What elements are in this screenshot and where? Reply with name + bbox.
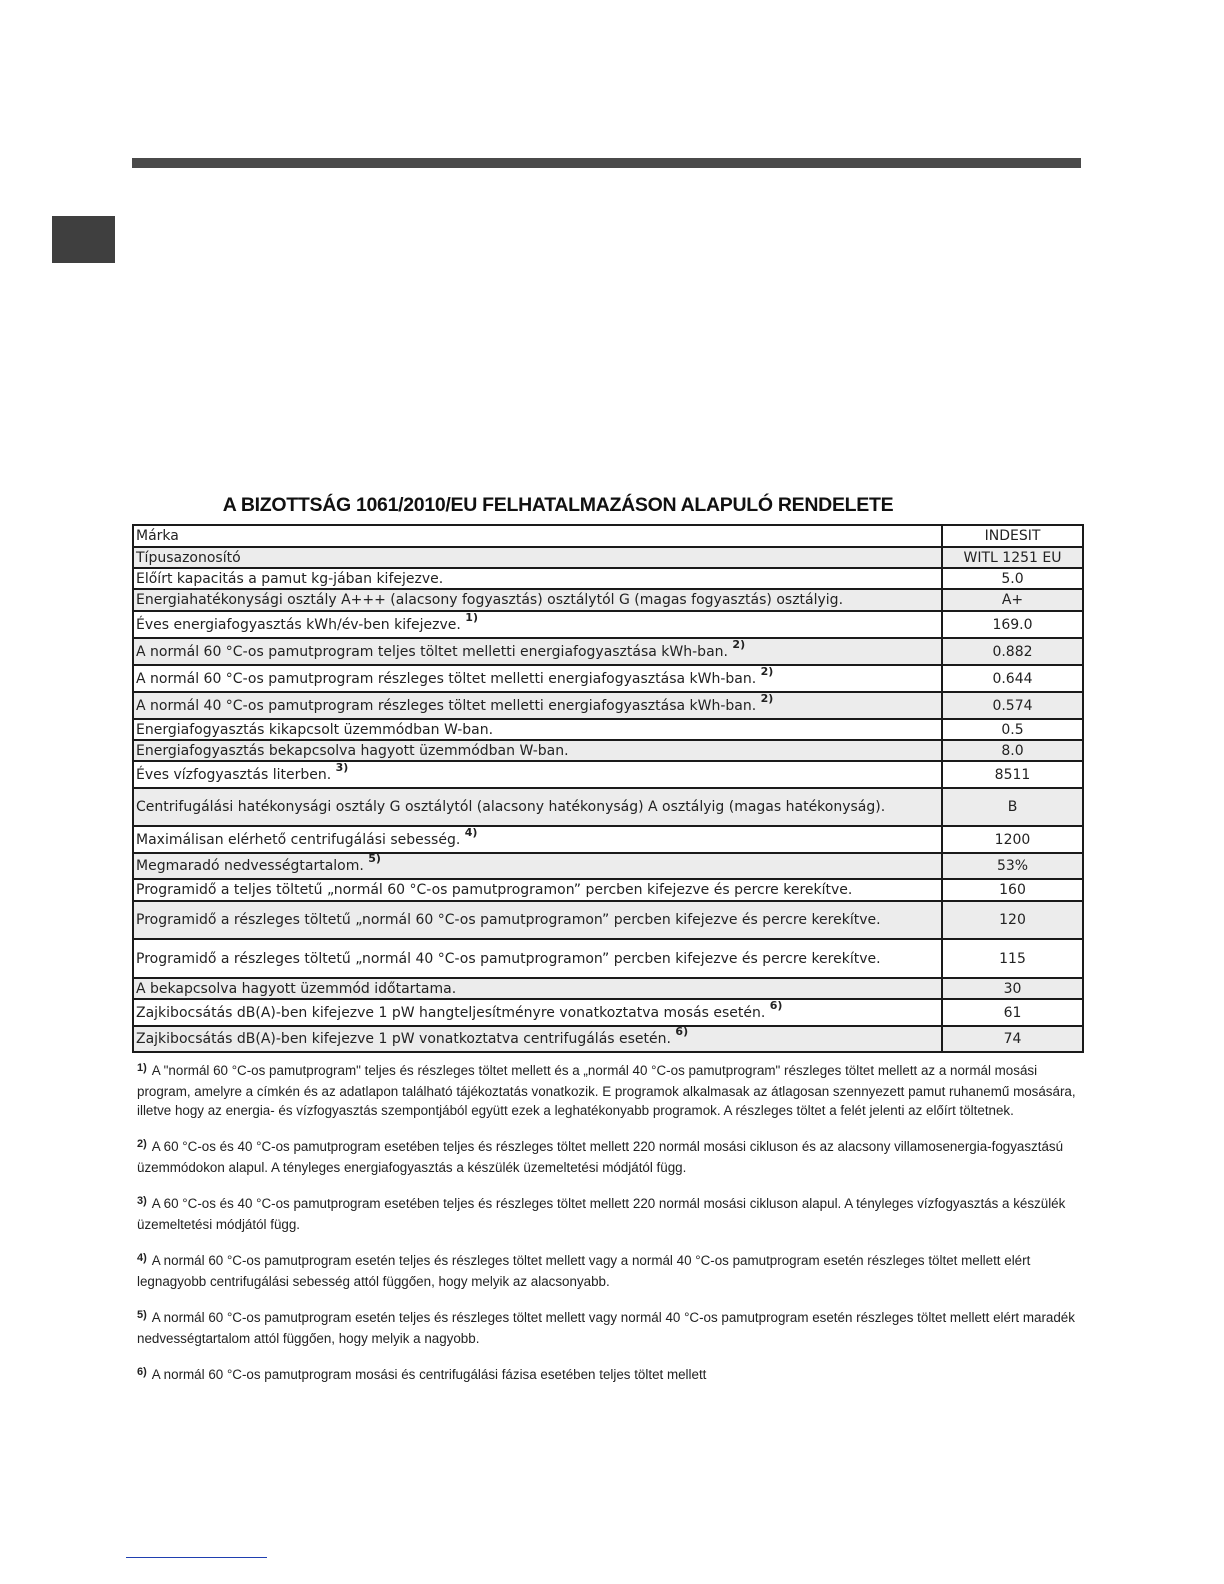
footnote-text: A "normál 60 °C-os pamutprogram" teljes és részleges töltet mellett és a „normál 40 °C-os pamutprogram" részleges töltet mellett az a normál mosási program, amelyre a címkén és az adatlapon található tájékoztatás vonatkozik. E programok alkalmasak az átlagosan szennyezett pamut ruhanemű mosására, illetve hogy az energia- és vízfogyasztás szempontjából együtt ezek a leghatékonyabb programok. A részleges töltet a felét jelenti az előírt töltetnek.: [137, 1063, 1076, 1118]
table-row: [133, 901, 1083, 939]
row-value: 8.0: [942, 740, 1083, 761]
row-label: Márka: [133, 525, 942, 547]
footnote-ref: 5): [368, 852, 381, 866]
footnote-text: A 60 °C-os és 40 °C-os pamutprogram esetében teljes és részleges töltet mellett 220 normál mosási cikluson alapul. A tényleges vízfogyasztás a készülék üzemeltetési módjától függ.: [137, 1196, 1066, 1232]
footnote-mark: 1): [137, 1062, 147, 1074]
row-value: 74: [942, 1026, 1083, 1052]
row-label: Maximálisan elérhető centrifugálási sebesség. $^{4)}$: [133, 826, 942, 853]
row-value: 0.574: [942, 692, 1083, 719]
table-row: [133, 879, 1083, 901]
table-row: [133, 568, 1083, 589]
row-label: Éves energiafogyasztás kWh/év-ben kifejezve. $^{1)}$: [133, 611, 942, 638]
table-row: [133, 589, 1083, 611]
row-value: 53%: [942, 853, 1083, 879]
table-row: [133, 611, 1083, 638]
row-label: Éves vízfogyasztás literben. $^{3)}$: [133, 761, 942, 788]
table-row: [133, 547, 1083, 568]
table-row: [133, 525, 1083, 547]
language-tab-marker: [52, 216, 115, 263]
table-row: [133, 692, 1083, 719]
row-label: Centrifugálási hatékonysági osztály G osztálytól (alacsony hatékonyság) A osztályig (magas hatékonyság).: [133, 788, 942, 826]
footnote-text: A normál 60 °C-os pamutprogram mosási és centrifugálási fázisa esetében teljes töltet mellett: [151, 1367, 707, 1382]
row-label: Energiahatékonysági osztály A+++ (alacsony fogyasztás) osztálytól G (magas fogyasztás) osztályig.: [133, 589, 942, 611]
table-row: [133, 665, 1083, 692]
row-label: Zajkibocsátás dB(A)-ben kifejezve 1 pW vonatkoztatva centrifugálás esetén. $^{6)}$: [133, 1026, 942, 1052]
footnote-ref: 2): [760, 664, 774, 678]
row-value: 8511: [942, 761, 1083, 788]
row-label: Zajkibocsátás dB(A)-ben kifejezve 1 pW hangteljesítményre vonatkoztatva mosás esetén. $^{6)}$: [133, 999, 942, 1026]
row-label: Programidő a teljes töltetű „normál 60 °C-os pamutprogramon” percben kifejezve és percre kerekítve.: [133, 879, 942, 901]
footnote-text: A 60 °C-os és 40 °C-os pamutprogram esetében teljes és részleges töltet mellett 220 normál mosási cikluson és az alacsony villamosenergia-fogyasztású üzemmódokon alapul. A tényleges energiafogyasztás a készülék üzemeltetési módjától függ.: [137, 1139, 1064, 1175]
footer-link-rule: [126, 1557, 267, 1558]
regulation-title: A BIZOTTSÁG 1061/2010/EU FELHATALMAZÁSON ALAPULÓ RENDELETE: [222, 494, 894, 516]
row-label: A bekapcsolva hagyott üzemmód időtartama.: [133, 978, 942, 999]
table-row: [133, 761, 1083, 788]
footnote-mark: 4): [137, 1252, 147, 1264]
row-value: 0.644: [942, 665, 1083, 692]
row-value: 30: [942, 978, 1083, 999]
footnote-text: A normál 60 °C-os pamutprogram esetén teljes és részleges töltet mellett vagy normál 40 °C-os pamutprogram esetén részleges töltet mellett elért maradék nedvességtartalom attól függően, hogy melyik a nagyobb.: [137, 1310, 1075, 1346]
row-label: Programidő a részleges töltetű „normál 60 °C-os pamutprogramon” percben kifejezve és percre kerekítve.: [133, 901, 942, 939]
row-value: 1200: [942, 826, 1083, 853]
table-row: [133, 939, 1083, 978]
footnote-mark: 3): [137, 1195, 147, 1207]
footnote-ref: 1): [465, 610, 478, 624]
footnote-text: A normál 60 °C-os pamutprogram esetén teljes és részleges töltet mellett vagy a normál 40 °C-os pamutprogram esetén részleges töltet mellett elért legnagyobb centrifugálási sebesség attól függően, hogy melyik az alacsonyabb.: [137, 1253, 1031, 1289]
row-value: 169.0: [942, 611, 1083, 638]
row-label: Energiafogyasztás kikapcsolt üzemmódban W-ban.: [133, 719, 942, 740]
table-row: [133, 788, 1083, 826]
row-label: A normál 60 °C-os pamutprogram teljes töltet melletti energiafogyasztása kWh-ban. $^{2)}$: [133, 638, 942, 665]
footnote-ref: 2): [760, 691, 774, 705]
footnote: [137, 1251, 1082, 1291]
footnote: [137, 1308, 1082, 1348]
product-fiche-table: [132, 524, 1084, 1053]
footnote-ref: 6): [675, 1025, 689, 1039]
header-rule: [132, 158, 1081, 168]
footnote-ref: 3): [335, 760, 349, 774]
footnote-mark: 2): [137, 1138, 147, 1150]
table-row: [133, 999, 1083, 1026]
footnote: [137, 1061, 1082, 1120]
row-value: 115: [942, 939, 1083, 978]
row-label: A normál 60 °C-os pamutprogram részleges töltet melletti energiafogyasztása kWh-ban. $^{2)}$: [133, 665, 942, 692]
table-row: [133, 719, 1083, 740]
row-label: Programidő a részleges töltetű „normál 40 °C-os pamutprogramon” percben kifejezve és percre kerekítve.: [133, 939, 942, 978]
footnote-ref: 6): [769, 998, 783, 1012]
row-value: 0.5: [942, 719, 1083, 740]
row-value: INDESIT: [942, 525, 1083, 547]
footnote: [137, 1194, 1082, 1234]
table-row: [133, 853, 1083, 879]
footnote-mark: 5): [137, 1309, 147, 1321]
row-label: Típusazonosító: [133, 547, 942, 568]
table-row: [133, 1026, 1083, 1052]
footnote-mark: 6): [137, 1366, 147, 1378]
row-value: 0.882: [942, 638, 1083, 665]
row-label: A normál 40 °C-os pamutprogram részleges töltet melletti energiafogyasztása kWh-ban. $^{2)}$: [133, 692, 942, 719]
table-row: [133, 978, 1083, 999]
footnotes: [137, 1061, 1082, 1403]
row-value: A+: [942, 589, 1083, 611]
row-value: 61: [942, 999, 1083, 1026]
row-value: 160: [942, 879, 1083, 901]
row-label: Energiafogyasztás bekapcsolva hagyott üzemmódban W-ban.: [133, 740, 942, 761]
footnote: [137, 1137, 1082, 1177]
table-row: [133, 826, 1083, 853]
row-value: B: [942, 788, 1083, 826]
row-value: WITL 1251 EU: [942, 547, 1083, 568]
footnote: [137, 1365, 1082, 1386]
table-row: [133, 740, 1083, 761]
table-row: [133, 638, 1083, 665]
row-value: 120: [942, 901, 1083, 939]
row-label: Megmaradó nedvességtartalom. $^{5)}$: [133, 853, 942, 879]
footnote-ref: 4): [464, 825, 478, 839]
row-value: 5.0: [942, 568, 1083, 589]
row-label: Előírt kapacitás a pamut kg-jában kifejezve.: [133, 568, 942, 589]
footnote-ref: 2): [732, 637, 746, 651]
